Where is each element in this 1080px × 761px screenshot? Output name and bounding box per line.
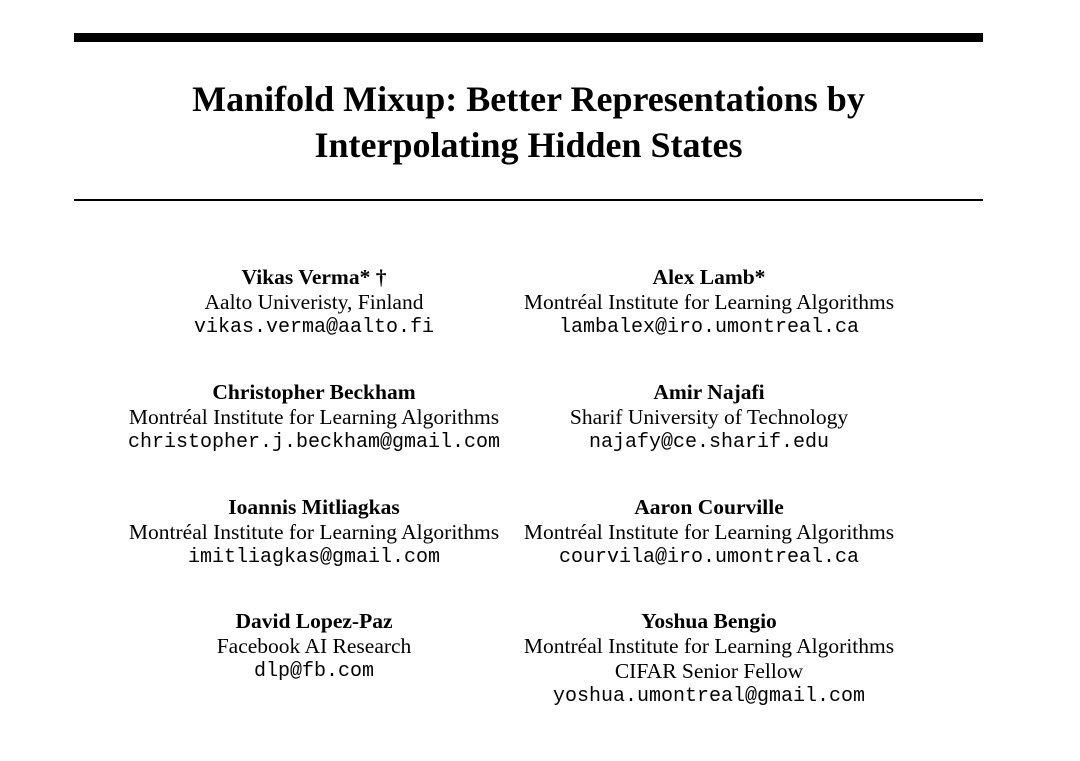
author-name: Vikas Verma* †: [241, 265, 387, 289]
author-block-najafi: [570, 380, 848, 455]
title-top-rule: [74, 33, 983, 42]
author-affiliation: Sharif University of Technology: [569, 405, 849, 429]
author-affiliation: Montréal Institute for Learning Algorithms: [128, 520, 500, 544]
title-bottom-rule: [74, 199, 983, 201]
author-name: Christopher Beckham: [212, 380, 416, 404]
author-email: imitliagkas@gmail.com: [187, 546, 441, 569]
author-block-mitliagkas: [129, 495, 499, 570]
author-name: David Lopez-Paz: [235, 609, 393, 633]
author-name: Yoshua Bengio: [641, 609, 777, 633]
author-affiliation-secondary: CIFAR Senior Fellow: [614, 659, 804, 683]
author-affiliation: Aalto Univeristy, Finland: [204, 290, 424, 314]
author-email: courvila@iro.umontreal.ca: [558, 546, 860, 569]
author-name: Amir Najafi: [653, 380, 765, 404]
author-email: dlp@fb.com: [253, 660, 375, 683]
author-block-courville: [524, 495, 894, 570]
author-block-lamb: [524, 265, 894, 340]
author-block-lopez-paz: [217, 609, 412, 684]
author-email: najafy@ce.sharif.edu: [588, 431, 830, 454]
author-affiliation: Montréal Institute for Learning Algorithms: [523, 634, 895, 658]
author-email: yoshua.umontreal@gmail.com: [552, 685, 866, 708]
paper-title: [74, 76, 983, 168]
author-affiliation: Montréal Institute for Learning Algorithms: [523, 290, 895, 314]
author-affiliation: Facebook AI Research: [216, 634, 412, 658]
author-name: Alex Lamb*: [652, 265, 766, 289]
author-email: lambalex@iro.umontreal.ca: [558, 316, 860, 339]
author-block-beckham: [128, 380, 500, 455]
paper-title-line-1: Manifold Mixup: Better Representations by: [192, 79, 865, 119]
author-email: christopher.j.beckham@gmail.com: [127, 431, 501, 454]
author-block-bengio: [524, 609, 894, 709]
author-name: Ioannis Mitliagkas: [228, 495, 400, 519]
author-block-verma: [194, 265, 434, 340]
paper-title-line-2: Interpolating Hidden States: [314, 125, 743, 165]
author-email: vikas.verma@aalto.fi: [193, 316, 435, 339]
author-affiliation: Montréal Institute for Learning Algorithms: [128, 405, 500, 429]
author-affiliation: Montréal Institute for Learning Algorithms: [523, 520, 895, 544]
author-name: Aaron Courville: [634, 495, 784, 519]
